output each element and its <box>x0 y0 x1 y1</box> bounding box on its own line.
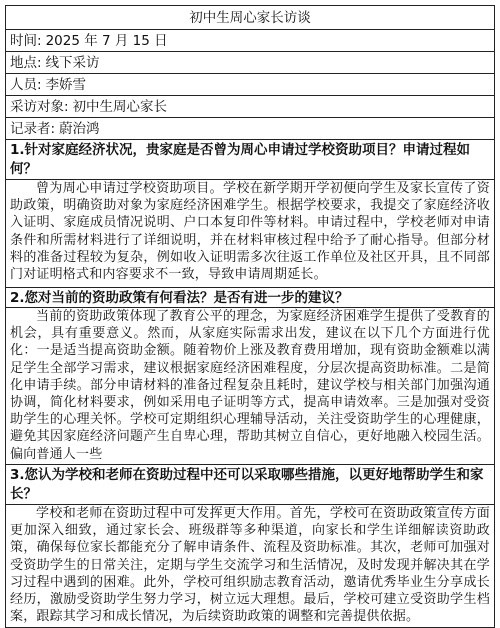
person-value: 李娇雪 <box>45 77 87 93</box>
subject-label: 采访对象: <box>10 99 69 115</box>
answer-1: 曾为周心申请过学校资助项目。学校在新学期开学初便向学生及家长宣传了资助政策，明确资助对象为家庭经济困难学生。根据学校要求，我提交了家庭经济收入证明、家庭成员情况说明、户口本复印件等材料。申请过程中，学校老师对申请条件和所需材料进行了详细说明，并在材料审核过程中给予了耐心指导。但部分材料的准备过程较为复杂，例如收入证明需多次往返工作单位及社区开具，且不同部门对证明格式和内容要求不一致，导致申请周期延长。 <box>6 180 494 288</box>
place-value: 线下采访 <box>45 55 100 71</box>
person-label: 人员: <box>10 77 42 93</box>
subject-value: 初中生周心家长 <box>72 99 168 115</box>
time-value: 2025 年 7 月 15 日 <box>45 33 168 49</box>
subject-row <box>6 96 494 118</box>
place-label: 地点: <box>10 55 42 71</box>
question-3: 3.您认为学校和老师在资助过程中还可以采取哪些措施，以更好地帮助学生和家长？ <box>6 465 494 505</box>
recorder-label: 记录者: <box>10 121 56 137</box>
time-row <box>6 30 494 52</box>
question-2: 2.您对当前的资助政策有何看法？是否有进一步的建议？ <box>6 288 494 308</box>
question-1: 1.针对家庭经济状况，贵家庭是否曾为周心申请过学校资助项目？申请过程如何？ <box>6 140 494 180</box>
person-row <box>6 74 494 96</box>
document-title: 初中生周心家长访谈 <box>6 6 494 30</box>
time-label: 时间: <box>10 33 42 49</box>
interview-document <box>5 5 495 628</box>
answer-3: 学校和老师在资助过程中可发挥更大作用。首先，学校可在资助政策宣传方面更加深入细致，通过家长会、班级群等多种渠道，向家长和学生详细解读资助政策，确保每位家长都能充分了解申请条件、流程及资助标准。其次，老师可加强对受资助学生的日常关注，定期与学生交流学习和生活情况，及时发现并解决其在学习过程中遇到的困难。此外，学校可组织励志教育活动，邀请优秀毕业生分享成长经历，激励受资助学生努力学习，树立远大理想。最后，学校可建立受资助学生档案，跟踪其学习和成长情况，为后续资助政策的调整和完善提供依据。 <box>10 506 490 625</box>
recorder-value: 蔚治鸿 <box>59 121 100 137</box>
recorder-row <box>6 118 494 140</box>
answer-2: 当前的资助政策体现了教育公平的理念，为家庭经济困难学生提供了受教育的机会，具有重要意义。然而，从家庭实际需求出发，建议在以下几个方面进行优化：一是适当提高资助金额。随着物价上涨及教育费用增加，现有资助金额难以满足学生全部学习需求，建议根据家庭经济困难程度，分层次提高资助标准。二是简化申请手续。部分申请材料的准备过程复杂且耗时，建议学校与相关部门加强沟通协调，简化材料要求，例如采用电子证明等方式，提高申请效率。三是加强对受资助学生的心理关怀。学校可定期组织心理辅导活动，关注受资助学生的心理健康，避免其因家庭经济问题产生自卑心理，帮助其树立自信心，更好地融入校园生活。偏向普通人一些 <box>6 308 494 465</box>
place-row <box>6 52 494 74</box>
